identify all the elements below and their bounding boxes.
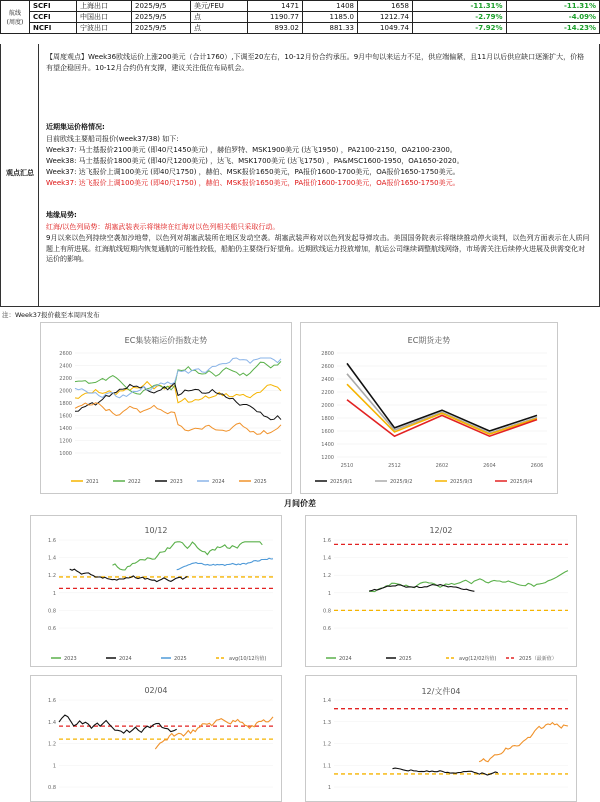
series-line <box>369 571 568 592</box>
cell: 1190.77 <box>248 12 303 23</box>
chart-title: 12/文件04 <box>421 687 461 696</box>
cell: 1658 <box>358 1 413 12</box>
y-tick-label: 1800 <box>59 401 72 407</box>
y-tick-label: 2000 <box>321 403 334 409</box>
y-tick-label: 1.2 <box>323 741 331 748</box>
y-tick-label: 0.8 <box>323 608 331 615</box>
y-tick-label: 1600 <box>59 413 72 420</box>
y-tick-label: 1 <box>327 785 331 791</box>
section-geo-title: 地缘局势: <box>46 211 77 219</box>
y-tick-label: 1.4 <box>48 719 56 726</box>
y-tick-label: 1.1 <box>323 763 331 770</box>
series-line <box>75 382 281 403</box>
chart-spread-0204 <box>30 675 282 802</box>
y-tick-label: 1.4 <box>48 555 56 562</box>
legend-label: 2021 <box>86 479 99 485</box>
y-tick-label: 2200 <box>321 390 334 396</box>
section-price-title: 近期集运价格情况: <box>46 123 105 131</box>
cell: 1408 <box>303 1 358 12</box>
geo-body: 9月以来以色列持续空袭加沙地带，以色列对胡塞武装所在地区发动空袭。胡塞武装声称对以色列发起导弹攻击。美国国务院表示将继续推动停火谈判，以色列方面表示在人质问题上有所进展。红海航线短期内恢复通航的可能性较低，船舶仍主要绕行好望角。近期欧线运力投放增加，航运公司继续调整航线网络，市场需关注后续停火进展及供需变化对运价的影响。 <box>46 234 590 263</box>
x-tick-label: 2606 <box>530 463 544 469</box>
cell: 上海出口 <box>77 1 132 12</box>
chart-spread-svg <box>306 676 576 801</box>
y-tick-label: 1.3 <box>323 719 331 726</box>
cell: -4.09% <box>506 12 600 23</box>
table-row <box>1 12 600 23</box>
top-data-table <box>0 0 600 34</box>
series-line <box>59 715 177 733</box>
cell: -2.79% <box>413 12 507 23</box>
y-tick-label: 1.2 <box>48 741 56 748</box>
legend-label: 2022 <box>128 479 141 485</box>
legend-label: 2025 <box>174 656 187 662</box>
cell: -11.31% <box>413 1 507 12</box>
legend-label: 2025（最新值） <box>519 656 557 662</box>
series-line <box>369 585 474 592</box>
chart-title: 12/02 <box>429 526 453 535</box>
source-note: 注：Week37报价截至本周四发布 <box>2 311 100 319</box>
chart-spread-svg <box>31 516 281 666</box>
price-highlight-line: Week37: 达飞报价上调100美元 (即40尺1750) ，赫伯、MSK报价1650美元，PA报价1600-1700美元，OA报价1650-1750美元。 <box>46 179 460 187</box>
legend-label: 2024 <box>339 656 352 662</box>
y-tick-label: 2800 <box>321 351 334 357</box>
chart-weekly-index <box>40 322 292 494</box>
chart-weekly-svg <box>41 323 291 493</box>
x-tick-label: 2510 <box>340 463 354 469</box>
legend-label: 2024 <box>119 656 132 662</box>
y-tick-label: 1200 <box>321 455 334 461</box>
x-tick-label: 2602 <box>435 463 449 469</box>
section-spread-title: 月间价差 <box>284 499 316 508</box>
y-tick-label: 2000 <box>59 388 72 395</box>
legend-label: 2025/9/2 <box>390 479 413 485</box>
y-tick-label: 0.8 <box>48 785 56 791</box>
chart-spread-1012 <box>30 515 282 667</box>
chart-futures-svg <box>301 323 557 493</box>
legend-label: avg(12/02均值) <box>459 656 497 662</box>
y-tick-label: 1 <box>327 590 331 597</box>
y-tick-label: 2600 <box>321 364 334 370</box>
cell: 点 <box>191 23 248 34</box>
series-line <box>75 403 281 435</box>
price-line: Week37: 达飞报价上调100美元 (即40尺1750) ，赫伯、MSK报价1650美元，PA报价1600-1700美元，OA报价1650-1750美元。 <box>46 168 460 176</box>
y-tick-label: 0.6 <box>323 626 331 632</box>
y-tick-label: 1.2 <box>323 573 331 580</box>
legend-label: 2025 <box>399 656 412 662</box>
legend-label: 2025/9/3 <box>450 479 473 485</box>
legend-label: 2024 <box>212 479 225 485</box>
x-tick-label: 2512 <box>388 463 401 469</box>
y-tick-label: 1.4 <box>323 698 331 704</box>
weekly-view-paragraph: 【周度观点】Week36欧线运价上涨200美元（合计1760）,下调至20左右，10-12月份合约承压。9月中旬以来运力不足，供应端偏紧，且11月以后供应缺口逐渐扩大，价格有望企稳回升。10-12月合约仍有支撑，建议关注低位布局机会。 <box>46 53 585 72</box>
cell: 1471 <box>248 1 303 12</box>
price-line: Week38: 马士基报价1800美元 (即40尺1200美元) ，达飞、MSK1700美元 (达飞1750) ，PA&MSC1600-1950，OA1650-2020。 <box>46 157 464 165</box>
y-tick-label: 1600 <box>321 429 334 435</box>
chart-title: 02/04 <box>144 686 168 695</box>
cell: -11.31% <box>506 1 600 12</box>
cell: 2025/9/5 <box>132 12 191 23</box>
cell: 中国出口 <box>77 12 132 23</box>
cell: -7.92% <box>413 23 507 34</box>
cell: 893.02 <box>248 23 303 34</box>
y-tick-label: 1.6 <box>48 538 56 544</box>
chart-title: 10/12 <box>144 526 168 535</box>
x-tick-label: 2604 <box>483 463 496 469</box>
y-tick-label: 2600 <box>59 351 72 357</box>
cell: 1212.74 <box>358 12 413 23</box>
cell: 点 <box>191 12 248 23</box>
chart-title: EC期货走势 <box>407 336 451 345</box>
chart-futures <box>300 322 558 494</box>
cell: 2025/9/5 <box>132 23 191 34</box>
y-tick-label: 2200 <box>59 376 72 382</box>
row-name: NCFI <box>30 23 77 34</box>
price-line: Week37: 马士基报价2100美元 (即40尺1450美元) ，赫伯罗特、MSK1900美元 (达飞1950) ，PA2100-2150，OA2100-2300。 <box>46 146 457 154</box>
legend-label: 2023 <box>170 479 183 485</box>
cell: 881.33 <box>303 23 358 34</box>
table-row <box>1 1 600 12</box>
chart-spread-1204 <box>305 675 577 802</box>
y-tick-label: 1400 <box>321 442 334 448</box>
y-tick-label: 1400 <box>59 426 72 432</box>
chart-spread-svg <box>306 516 576 666</box>
y-tick-label: 1 <box>52 590 56 597</box>
y-tick-label: 2400 <box>321 377 334 383</box>
side-label: 航线 (周度) <box>1 1 30 34</box>
chart-title: EC集装箱运价指数走势 <box>124 336 208 345</box>
y-tick-label: 0.6 <box>48 626 56 632</box>
y-tick-label: 1200 <box>59 438 72 445</box>
cell: 2025/9/5 <box>132 1 191 12</box>
y-tick-label: 1 <box>52 763 56 770</box>
legend-label: 2025 <box>254 479 267 485</box>
chart-spread-svg <box>31 676 281 801</box>
row-name: CCFI <box>30 12 77 23</box>
series-line <box>177 558 273 570</box>
y-tick-label: 2400 <box>59 363 72 370</box>
legend-label: 2023 <box>64 656 77 662</box>
summary-left-divider <box>38 44 39 306</box>
cell: 1049.74 <box>358 23 413 34</box>
row-name: SCFI <box>30 1 77 12</box>
y-tick-label: 1800 <box>321 416 334 422</box>
cell: 1185.0 <box>303 12 358 23</box>
left-label: 观点汇总 <box>6 169 34 177</box>
cell: 宁波出口 <box>77 23 132 34</box>
price-line: 目前欧线主要船司报价(week37/38) 如下: <box>46 135 179 143</box>
y-tick-label: 1.4 <box>323 555 331 562</box>
legend-label: avg(10/12均值) <box>229 656 267 662</box>
table-row <box>1 23 600 34</box>
series-line <box>479 723 568 762</box>
y-tick-label: 1.6 <box>323 538 331 544</box>
y-tick-label: 0.8 <box>48 608 56 615</box>
cell: 美元/FEU <box>191 1 248 12</box>
geo-red-line: 红海/以色列局势：胡塞武装表示将继续在红海对以色列相关船只采取行动。 <box>46 223 280 231</box>
y-tick-label: 1.2 <box>48 573 56 580</box>
y-tick-label: 1000 <box>59 451 72 457</box>
cell: -14.23% <box>506 23 600 34</box>
chart-spread-1202 <box>305 515 577 667</box>
legend-label: 2025/9/1 <box>330 479 353 485</box>
y-tick-label: 1.6 <box>48 698 56 704</box>
legend-label: 2025/9/4 <box>510 479 533 485</box>
